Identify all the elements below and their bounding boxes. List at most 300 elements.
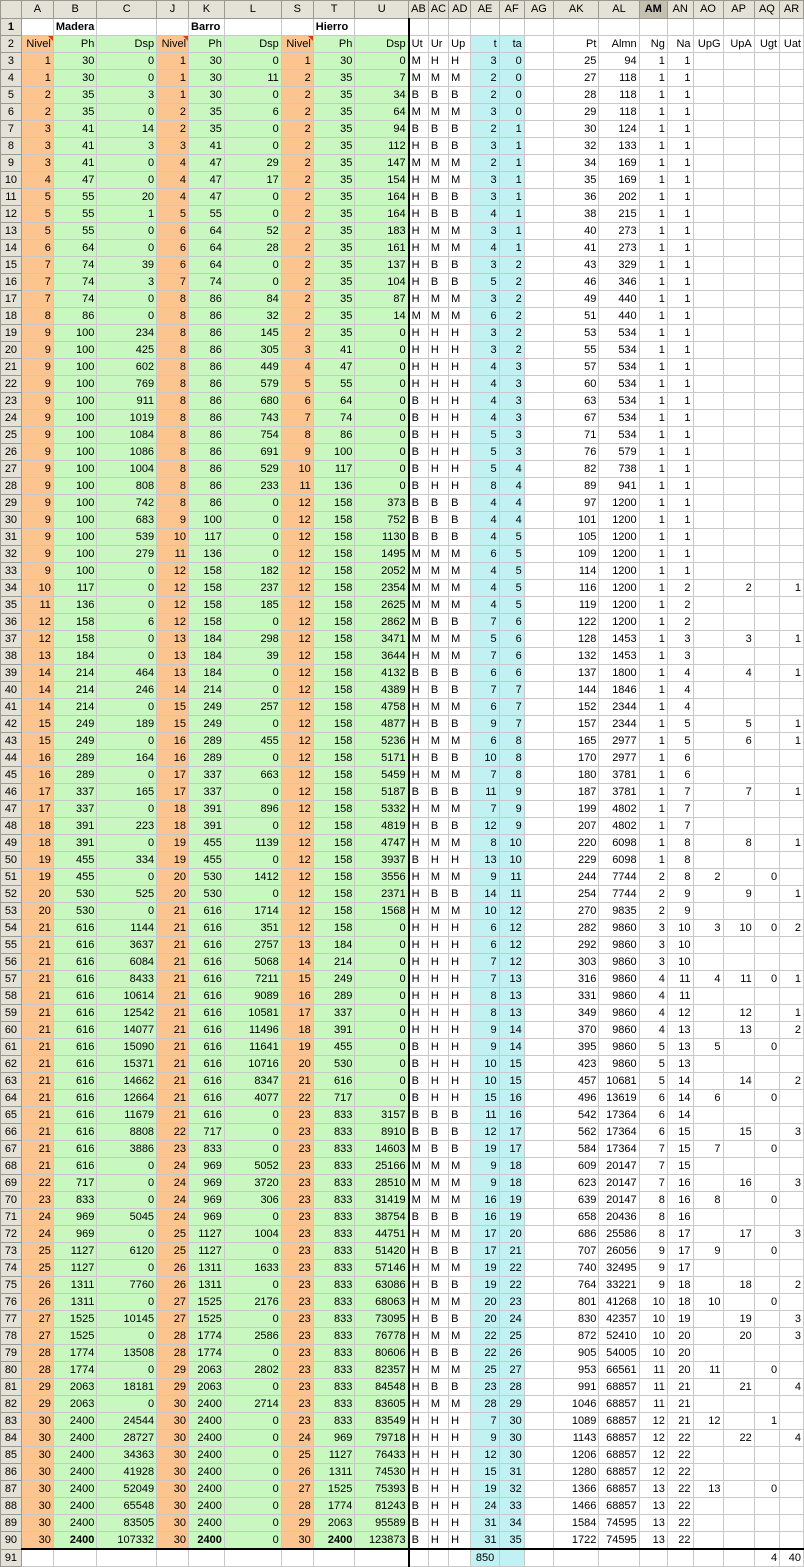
cell[interactable] (693, 19, 723, 36)
cell[interactable]: H (449, 325, 471, 342)
cell[interactable]: 4 (471, 240, 499, 257)
cell[interactable] (524, 19, 553, 36)
cell[interactable]: H (409, 257, 429, 274)
cell[interactable]: 6 (281, 393, 313, 410)
cell[interactable] (754, 274, 779, 291)
cell[interactable]: 28 (554, 87, 599, 104)
cell[interactable]: 2 (281, 223, 313, 240)
cell[interactable]: 2 (639, 903, 667, 920)
cell[interactable] (524, 716, 553, 733)
cell[interactable]: 0 (97, 1192, 157, 1209)
cell[interactable]: 9 (21, 461, 53, 478)
cell[interactable]: 21 (157, 1056, 189, 1073)
cell[interactable] (524, 1311, 553, 1328)
cell[interactable]: 257 (224, 699, 281, 716)
cell[interactable]: 754 (224, 427, 281, 444)
cell[interactable]: 38754 (355, 1209, 409, 1226)
cell[interactable] (524, 699, 553, 716)
cell[interactable]: 24 (21, 1226, 53, 1243)
cell[interactable] (693, 580, 723, 597)
cell[interactable]: 95589 (355, 1515, 409, 1532)
cell[interactable]: 0 (97, 648, 157, 665)
cell[interactable]: B (409, 461, 429, 478)
cell[interactable]: 0 (97, 1158, 157, 1175)
cell[interactable]: H (409, 750, 429, 767)
cell[interactable]: 683 (97, 512, 157, 529)
cell[interactable]: 2400 (189, 1464, 225, 1481)
cell[interactable]: 8 (157, 291, 189, 308)
cell[interactable]: 202 (599, 189, 639, 206)
cell[interactable]: 1200 (599, 597, 639, 614)
cell[interactable]: 3886 (97, 1141, 157, 1158)
field-header-cell[interactable]: Up (449, 36, 471, 53)
cell[interactable]: 13619 (599, 1090, 639, 1107)
cell[interactable]: 17364 (599, 1124, 639, 1141)
cell[interactable]: 0 (97, 699, 157, 716)
cell[interactable]: 157 (554, 716, 599, 733)
cell[interactable]: 1 (639, 495, 667, 512)
cell[interactable] (723, 1141, 754, 1158)
cell[interactable] (693, 427, 723, 444)
cell[interactable]: 29 (21, 1379, 53, 1396)
cell[interactable]: H (428, 53, 448, 70)
cell[interactable]: 13508 (97, 1345, 157, 1362)
cell[interactable]: 1525 (53, 1328, 97, 1345)
cell[interactable]: 16 (723, 1175, 754, 1192)
cell[interactable] (693, 87, 723, 104)
cell[interactable]: 35 (313, 70, 355, 87)
cell[interactable]: 8 (693, 1192, 723, 1209)
cell[interactable] (693, 223, 723, 240)
cell[interactable] (693, 444, 723, 461)
cell[interactable]: 616 (53, 1158, 97, 1175)
cell[interactable] (754, 1277, 779, 1294)
cell[interactable]: 4 (639, 1005, 667, 1022)
cell[interactable] (723, 87, 754, 104)
cell[interactable]: 158 (313, 648, 355, 665)
cell[interactable]: B (409, 495, 429, 512)
cell[interactable]: 15 (471, 1464, 499, 1481)
cell[interactable]: 6098 (599, 835, 639, 852)
cell[interactable] (524, 733, 553, 750)
cell[interactable]: 86 (189, 291, 225, 308)
cell[interactable]: 0 (355, 954, 409, 971)
cell[interactable]: 133 (599, 138, 639, 155)
cell[interactable]: 9860 (599, 1005, 639, 1022)
cell[interactable]: H (409, 699, 429, 716)
cell[interactable]: 55 (53, 189, 97, 206)
cell[interactable]: M (449, 801, 471, 818)
cell[interactable]: 0 (224, 1498, 281, 1515)
cell[interactable]: 14 (667, 1107, 693, 1124)
cell[interactable]: 16 (157, 750, 189, 767)
cell[interactable] (693, 597, 723, 614)
cell[interactable] (754, 733, 779, 750)
cell[interactable]: 122 (554, 614, 599, 631)
cell[interactable]: 100 (53, 461, 97, 478)
cell[interactable] (667, 1549, 693, 1567)
cell[interactable]: 3556 (355, 869, 409, 886)
cell[interactable] (723, 1532, 754, 1550)
cell[interactable]: 17 (667, 1260, 693, 1277)
cell[interactable]: 0 (224, 495, 281, 512)
cell[interactable]: 455 (53, 869, 97, 886)
cell[interactable]: 833 (313, 1379, 355, 1396)
cell[interactable]: 1 (780, 971, 804, 988)
cell[interactable]: 6 (693, 1090, 723, 1107)
cell[interactable]: B (409, 393, 429, 410)
cell[interactable]: 8 (157, 376, 189, 393)
cell[interactable]: 9860 (599, 920, 639, 937)
cell[interactable]: 40 (554, 223, 599, 240)
cell[interactable]: 11496 (224, 1022, 281, 1039)
cell[interactable]: 23 (281, 1379, 313, 1396)
cell[interactable] (754, 461, 779, 478)
cell[interactable]: 1004 (224, 1226, 281, 1243)
row-header[interactable]: 26 (1, 444, 22, 461)
cell[interactable]: 1 (639, 138, 667, 155)
cell[interactable] (524, 784, 553, 801)
cell[interactable]: 616 (53, 1073, 97, 1090)
row-header[interactable]: 71 (1, 1209, 22, 1226)
cell[interactable]: 4 (471, 376, 499, 393)
cell[interactable]: 0 (224, 1243, 281, 1260)
cell[interactable]: 30 (499, 1447, 524, 1464)
cell[interactable]: 0 (97, 1175, 157, 1192)
cell[interactable]: 331 (554, 988, 599, 1005)
cell[interactable]: 17 (667, 1243, 693, 1260)
column-header-ac[interactable]: AC (428, 1, 448, 19)
cell[interactable]: H (449, 1430, 471, 1447)
cell[interactable] (524, 801, 553, 818)
cell[interactable]: H (428, 988, 448, 1005)
cell[interactable] (693, 631, 723, 648)
cell[interactable]: 0 (97, 1328, 157, 1345)
cell[interactable]: 11 (693, 1362, 723, 1379)
cell[interactable]: 55 (53, 223, 97, 240)
cell[interactable] (723, 1549, 754, 1567)
cell[interactable]: 0 (224, 189, 281, 206)
cell[interactable]: 6 (21, 240, 53, 257)
cell[interactable]: 9 (21, 393, 53, 410)
cell[interactable]: 0 (224, 1532, 281, 1550)
cell[interactable]: 118 (599, 70, 639, 87)
cell[interactable]: 21 (157, 988, 189, 1005)
row-header[interactable]: 85 (1, 1447, 22, 1464)
cell[interactable]: 0 (355, 988, 409, 1005)
cell[interactable]: 5 (499, 563, 524, 580)
cell[interactable]: 1 (639, 682, 667, 699)
cell[interactable]: 20 (97, 189, 157, 206)
cell[interactable]: 1 (639, 121, 667, 138)
cell[interactable]: 23 (281, 1277, 313, 1294)
cell[interactable]: M (449, 1328, 471, 1345)
cell[interactable]: M (409, 546, 429, 563)
cell[interactable]: 1 (780, 733, 804, 750)
cell[interactable]: 1 (667, 155, 693, 172)
cell[interactable] (693, 512, 723, 529)
cell[interactable]: 833 (53, 1192, 97, 1209)
cell[interactable]: B (428, 1124, 448, 1141)
cell[interactable]: 237 (224, 580, 281, 597)
cell[interactable]: 872 (554, 1328, 599, 1345)
cell[interactable] (780, 597, 804, 614)
cell[interactable] (723, 563, 754, 580)
row-header[interactable]: 81 (1, 1379, 22, 1396)
cell[interactable]: H (409, 682, 429, 699)
cell[interactable]: B (409, 784, 429, 801)
cell[interactable]: B (428, 189, 448, 206)
cell[interactable]: H (428, 1056, 448, 1073)
cell[interactable]: 4389 (355, 682, 409, 699)
cell[interactable]: 60 (554, 376, 599, 393)
cell[interactable] (224, 19, 281, 36)
cell[interactable]: 5459 (355, 767, 409, 784)
cell[interactable]: 7 (471, 1413, 499, 1430)
cell[interactable]: 5 (499, 529, 524, 546)
row-header[interactable]: 84 (1, 1430, 22, 1447)
cell[interactable]: 32 (554, 138, 599, 155)
cell[interactable]: 0 (224, 257, 281, 274)
cell[interactable]: 124 (599, 121, 639, 138)
cell[interactable]: 1019 (97, 410, 157, 427)
row-header[interactable]: 48 (1, 818, 22, 835)
cell[interactable]: 1 (639, 240, 667, 257)
cell[interactable]: M (449, 835, 471, 852)
cell[interactable]: M (449, 546, 471, 563)
cell[interactable] (780, 495, 804, 512)
row-header[interactable]: 68 (1, 1158, 22, 1175)
cell[interactable] (754, 784, 779, 801)
cell[interactable]: 3 (499, 376, 524, 393)
cell[interactable]: 616 (189, 1005, 225, 1022)
cell[interactable]: M (428, 223, 448, 240)
cell[interactable]: 9860 (599, 954, 639, 971)
cell[interactable]: 833 (313, 1328, 355, 1345)
column-header-al[interactable]: AL (599, 1, 639, 19)
cell[interactable]: H (449, 393, 471, 410)
cell[interactable]: 7 (639, 1158, 667, 1175)
cell[interactable]: 76433 (355, 1447, 409, 1464)
cell[interactable]: 1 (639, 614, 667, 631)
cell[interactable]: 35 (313, 257, 355, 274)
cell[interactable]: 15 (667, 1124, 693, 1141)
cell[interactable]: 4 (471, 495, 499, 512)
cell[interactable]: 5 (499, 580, 524, 597)
cell[interactable]: B (449, 138, 471, 155)
cell[interactable]: H (428, 937, 448, 954)
cell[interactable]: 17 (224, 172, 281, 189)
row-header[interactable]: 54 (1, 920, 22, 937)
cell[interactable]: 9 (667, 903, 693, 920)
cell[interactable]: 100 (53, 478, 97, 495)
row-header[interactable]: 87 (1, 1481, 22, 1498)
cell[interactable]: 30 (53, 53, 97, 70)
cell[interactable] (97, 1549, 157, 1567)
cell[interactable]: H (409, 342, 429, 359)
cell[interactable]: 79718 (355, 1430, 409, 1447)
cell[interactable]: 616 (53, 1141, 97, 1158)
cell[interactable] (524, 529, 553, 546)
cell[interactable]: 25 (21, 1260, 53, 1277)
cell[interactable]: H (428, 1039, 448, 1056)
cell[interactable]: 165 (97, 784, 157, 801)
cell[interactable]: 4077 (224, 1090, 281, 1107)
cell[interactable]: 391 (53, 835, 97, 852)
cell[interactable]: 145 (224, 325, 281, 342)
cell[interactable]: 21 (21, 971, 53, 988)
cell[interactable]: 5 (499, 597, 524, 614)
cell[interactable]: 10 (499, 852, 524, 869)
column-header-c[interactable]: C (97, 1, 157, 19)
cell[interactable]: 833 (313, 1141, 355, 1158)
cell[interactable] (754, 648, 779, 665)
cell[interactable]: 4747 (355, 835, 409, 852)
cell[interactable]: 1 (499, 240, 524, 257)
cell[interactable] (754, 121, 779, 138)
cell[interactable]: 4 (780, 1379, 804, 1396)
cell[interactable]: 158 (313, 580, 355, 597)
cell[interactable]: 1 (639, 546, 667, 563)
cell[interactable]: 4 (157, 155, 189, 172)
cell[interactable] (754, 325, 779, 342)
cell[interactable]: 41268 (599, 1294, 639, 1311)
cell[interactable]: H (449, 427, 471, 444)
cell[interactable]: 47 (189, 172, 225, 189)
cell[interactable]: 10 (693, 1294, 723, 1311)
cell[interactable]: 24 (157, 1175, 189, 1192)
cell[interactable]: 833 (313, 1209, 355, 1226)
cell[interactable] (780, 801, 804, 818)
cell[interactable] (524, 1328, 553, 1345)
cell[interactable]: 10145 (97, 1311, 157, 1328)
row-header[interactable]: 36 (1, 614, 22, 631)
cell[interactable]: 23 (281, 1209, 313, 1226)
cell[interactable]: 6 (157, 223, 189, 240)
cell[interactable]: 0 (224, 750, 281, 767)
cell[interactable]: 5 (639, 1073, 667, 1090)
cell[interactable]: 158 (313, 716, 355, 733)
cell[interactable] (157, 19, 189, 36)
cell[interactable] (780, 937, 804, 954)
cell[interactable]: 57146 (355, 1260, 409, 1277)
row-header[interactable]: 34 (1, 580, 22, 597)
cell[interactable]: 20 (157, 869, 189, 886)
cell[interactable]: 7211 (224, 971, 281, 988)
cell[interactable]: M (428, 240, 448, 257)
cell[interactable]: 4758 (355, 699, 409, 716)
cell[interactable]: 23 (281, 1141, 313, 1158)
cell[interactable]: 6 (224, 104, 281, 121)
cell[interactable]: B (428, 750, 448, 767)
cell[interactable]: 455 (189, 852, 225, 869)
cell[interactable]: 1 (639, 393, 667, 410)
cell[interactable]: 249 (189, 716, 225, 733)
cell[interactable]: 616 (53, 988, 97, 1005)
cell[interactable]: 4 (639, 971, 667, 988)
cell[interactable]: 0 (224, 1124, 281, 1141)
cell[interactable]: 1774 (53, 1345, 97, 1362)
cell[interactable]: 20 (667, 1345, 693, 1362)
cell[interactable]: 969 (189, 1192, 225, 1209)
cell[interactable]: 84548 (355, 1379, 409, 1396)
cell[interactable]: 14 (157, 682, 189, 699)
cell[interactable]: 1525 (313, 1481, 355, 1498)
cell[interactable] (754, 342, 779, 359)
cell[interactable]: 32 (499, 1481, 524, 1498)
cell[interactable]: 7 (21, 291, 53, 308)
cell[interactable]: 1 (667, 512, 693, 529)
cell[interactable]: 10 (667, 920, 693, 937)
cell[interactable]: M (449, 631, 471, 648)
cell[interactable] (723, 1107, 754, 1124)
cell[interactable] (693, 682, 723, 699)
cell[interactable]: 21 (157, 1005, 189, 1022)
cell[interactable]: 1 (639, 376, 667, 393)
cell[interactable]: 2 (281, 189, 313, 206)
cell[interactable]: 3781 (599, 784, 639, 801)
cell[interactable]: 19 (667, 1311, 693, 1328)
cell[interactable] (524, 869, 553, 886)
cell[interactable]: 41928 (97, 1464, 157, 1481)
cell[interactable]: 2 (21, 87, 53, 104)
cell[interactable]: 158 (313, 597, 355, 614)
cell[interactable]: 7760 (97, 1277, 157, 1294)
cell[interactable]: 1200 (599, 529, 639, 546)
cell[interactable]: 17 (499, 1124, 524, 1141)
cell[interactable]: 1 (639, 750, 667, 767)
group-header-cell[interactable]: Hierro (313, 19, 355, 36)
cell[interactable]: 12 (157, 614, 189, 631)
cell[interactable]: H (449, 1413, 471, 1430)
cell[interactable]: 21 (157, 1090, 189, 1107)
cell[interactable] (723, 1209, 754, 1226)
cell[interactable] (723, 1056, 754, 1073)
cell[interactable]: 100 (53, 410, 97, 427)
cell[interactable]: 1525 (189, 1311, 225, 1328)
cell[interactable]: 1 (667, 87, 693, 104)
cell[interactable]: 86 (189, 495, 225, 512)
cell[interactable]: 22 (667, 1430, 693, 1447)
cell[interactable]: 26056 (599, 1243, 639, 1260)
cell[interactable] (693, 852, 723, 869)
cell[interactable] (780, 155, 804, 172)
cell[interactable]: 12 (499, 954, 524, 971)
cell[interactable] (780, 257, 804, 274)
group-header-cell[interactable]: Barro (189, 19, 225, 36)
cell[interactable]: 1 (639, 427, 667, 444)
cell[interactable]: 28 (499, 1379, 524, 1396)
cell[interactable]: 1774 (313, 1498, 355, 1515)
cell[interactable] (693, 1226, 723, 1243)
cell[interactable]: 9 (639, 1277, 667, 1294)
cell[interactable] (693, 1430, 723, 1447)
cell[interactable]: M (428, 869, 448, 886)
cell[interactable]: 3 (97, 138, 157, 155)
cell[interactable]: 22 (499, 1260, 524, 1277)
cell[interactable] (780, 274, 804, 291)
cell[interactable]: 1 (639, 172, 667, 189)
cell[interactable]: 55 (313, 376, 355, 393)
cell[interactable]: M (449, 699, 471, 716)
cell[interactable]: 2400 (53, 1532, 97, 1550)
cell[interactable]: 1 (21, 53, 53, 70)
cell[interactable]: 6 (667, 750, 693, 767)
cell[interactable]: 0 (97, 291, 157, 308)
cell[interactable] (524, 1090, 553, 1107)
cell[interactable]: 0 (355, 1073, 409, 1090)
cell[interactable]: H (428, 1022, 448, 1039)
